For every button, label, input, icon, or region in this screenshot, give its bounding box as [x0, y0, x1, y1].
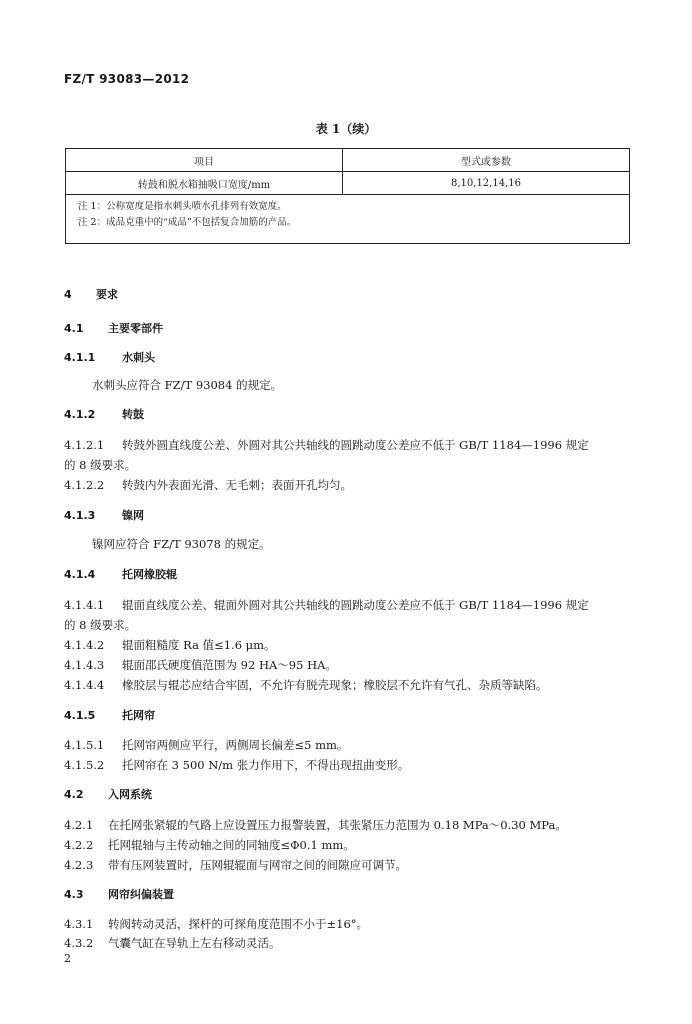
section-text: 托网辊轴与主传动轴之间的同轴度≤Φ0.1 mm。: [108, 838, 355, 852]
section-number: 4: [64, 288, 72, 301]
section-4-heading: [64, 286, 118, 302]
section-number: 4.1.4.1: [64, 598, 105, 612]
section-4-1-heading: [64, 320, 163, 336]
section-text: 托网帘两侧应平行，两侧周长偏差≤5 mm。: [122, 738, 349, 752]
section-number: 4.1.3: [64, 509, 96, 522]
section-4-1-5-2: [64, 757, 409, 773]
table-row: [66, 172, 630, 195]
section-number: 4.1.4.3: [64, 658, 105, 672]
section-title: 入网系统: [108, 788, 152, 801]
spec-table: [65, 148, 630, 244]
section-text: 在托网张紧辊的气路上应设置压力报警装置，其张紧压力范围为 0.18 MPa～0.30 MPa。: [108, 818, 567, 832]
section-4-1-4-2: [64, 637, 276, 653]
header-item: 项目: [66, 149, 343, 172]
section-text: 辊面直线度公差、辊面外圆对其公共轴线的圆跳动度公差应不低于 GB/T 1184—1996 规定: [122, 598, 589, 612]
section-4-1-2-1-line2: 的 8 级要求。: [64, 458, 137, 472]
section-title: 托网帘: [122, 709, 155, 722]
section-title: 镍网: [122, 509, 144, 522]
section-number: 4.3.2: [64, 936, 94, 950]
section-text: 转阀转动灵活，探杆的可探角度范围不小于±16°。: [108, 917, 369, 931]
section-4-1-4-heading: [64, 566, 177, 582]
section-text: 转鼓内外表面光滑、无毛刺；表面开孔均匀。: [122, 478, 352, 492]
section-4-1-4-3: [64, 657, 337, 673]
table-note-2: 注 2：成品克重中的“成品”不包括复合加筋的产品。: [78, 217, 297, 228]
section-text: 转鼓外圆直线度公差、外圆对其公共轴线的圆跳动度公差应不低于 GB/T 1184—1996 规定: [122, 438, 589, 452]
section-4-1-5-1: [64, 737, 348, 753]
table-notes: [66, 195, 630, 244]
section-4-2-2: [64, 837, 355, 853]
section-title: 水刺头: [122, 351, 155, 364]
section-4-1-5-heading: [64, 707, 155, 723]
header-value: 型式或参数: [343, 149, 630, 172]
section-4-2-heading: [64, 786, 152, 802]
section-title: 转鼓: [122, 408, 144, 421]
section-title: 托网橡胶辊: [122, 568, 177, 581]
section-4-3-heading: [64, 886, 174, 902]
section-number: 4.3: [64, 888, 84, 901]
row-value: 8,10,12,14,16: [343, 172, 630, 195]
section-text: 辊面邵氏硬度值范围为 92 HA～95 HA。: [122, 658, 337, 672]
section-title: 要求: [96, 288, 118, 301]
section-number: 4.1.5: [64, 709, 96, 722]
row-item: 转鼓和脱水箱抽吸口宽度/mm: [66, 172, 343, 195]
section-title: 网帘纠偏装置: [108, 888, 174, 901]
section-4-1-3-text: 镍网应符合 FZ/T 93078 的规定。: [92, 537, 271, 551]
section-text: 辊面粗糙度 Ra 值≤1.6 μm。: [122, 638, 276, 652]
section-number: 4.2: [64, 788, 84, 801]
section-4-1-1-text: 水刺头应符合 FZ/T 93084 的规定。: [92, 378, 283, 392]
section-number: 4.1.4.2: [64, 638, 105, 652]
table-header-row: [66, 149, 630, 172]
section-4-1-4-1-line2: 的 8 级要求。: [64, 618, 137, 632]
section-number: 4.1.5.1: [64, 738, 105, 752]
section-4-1-4-1-line1: [64, 597, 589, 613]
section-4-2-3: [64, 857, 407, 873]
section-4-1-2-2: [64, 477, 352, 493]
section-4-1-2-1-line1: [64, 437, 589, 453]
section-4-1-3-heading: [64, 507, 144, 523]
table-notes-row: [66, 195, 630, 244]
section-number: 4.2.2: [64, 838, 94, 852]
section-4-1-1-heading: [64, 349, 155, 365]
section-number: 4.1.5.2: [64, 758, 105, 772]
section-number: 4.3.1: [64, 917, 94, 931]
section-number: 4.1.2: [64, 408, 96, 421]
section-text: 气囊气缸在导轨上左右移动灵活。: [108, 936, 281, 950]
page-number: 2: [64, 952, 71, 965]
section-text: 带有压网装置时，压网辊辊面与网帘之间的间隙应可调节。: [108, 858, 407, 872]
section-title: 主要零部件: [108, 322, 163, 335]
section-number: 4.1.1: [64, 351, 96, 364]
section-number: 4.1.4: [64, 568, 96, 581]
section-number: 4.1.4.4: [64, 678, 105, 692]
section-4-1-4-4: [64, 677, 548, 693]
section-4-1-2-heading: [64, 406, 144, 422]
table-title: 表 1（续）: [315, 122, 377, 136]
section-4-2-1: [64, 817, 567, 833]
section-number: 4.2.1: [64, 818, 94, 832]
section-text: 托网帘在 3 500 N/m 张力作用下，不得出现扭曲变形。: [122, 758, 410, 772]
section-text: 橡胶层与辊芯应结合牢固，不允许有脱壳现象；橡胶层不允许有气孔、杂质等缺陷。: [122, 678, 548, 692]
section-4-3-1: [64, 916, 368, 932]
table-note-1: 注 1：公称宽度是指水刺头喷水孔排列有效宽度。: [78, 201, 287, 212]
section-number: 4.1.2.1: [64, 438, 105, 452]
section-number: 4.2.3: [64, 858, 94, 872]
standard-number: FZ/T 93083—2012: [64, 72, 190, 86]
section-4-3-2: [64, 935, 281, 951]
section-number: 4.1.2.2: [64, 478, 105, 492]
section-number: 4.1: [64, 322, 84, 335]
